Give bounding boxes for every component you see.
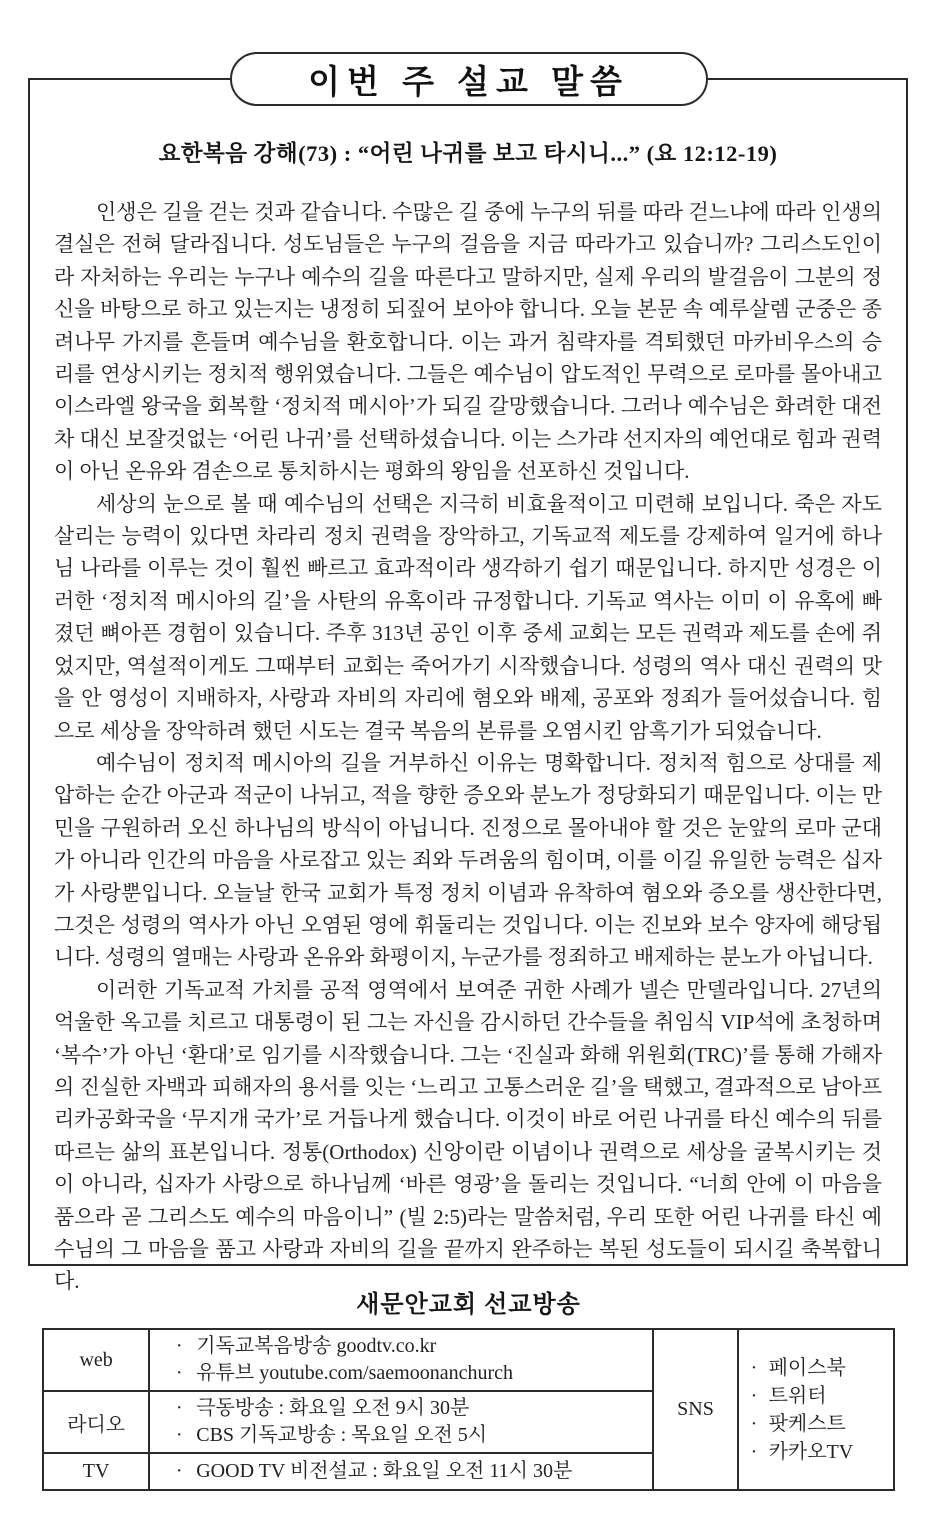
bullet-icon: ·	[175, 1424, 183, 1446]
broadcast-item-text: 유튜브 youtube.com/saemoonanchurch	[196, 1362, 514, 1384]
row-content-radio	[149, 1391, 653, 1453]
list-item	[162, 1458, 652, 1485]
sermon-paragraph: 세상의 눈으로 볼 때 예수님의 선택은 지극히 비효율적이고 미련해 보입니다. 죽은 자도 살리는 능력이 있다면 차라리 정치 권력을 장악하고, 기독교적 제도를 강제하여 일거에 하나님 나라를 이루는 것이 훨씬 빠르고 효과적이라 생각하기 쉽기 때문입니다. 하지만 성경은 이러한 ‘정치적 메시아의 길’을 사탄의 유혹이라 규정합니다. 기독교 역사는 이미 이 유혹에 빠졌던 뼈아픈 경험이 있습니다. 주후 313년 공인 이후 중세 교회는 모든 권력과 제도를 손에 쥐었지만, 역설적이게도 그때부터 교회는 죽어가기 시작했습니다. 성령의 역사 대신 권력의 맛을 안 영성이 지배하자, 사랑과 자비의 자리에 혐오와 배제, 공포와 정죄가 들어섰습니다. 힘으로 세상을 장악하려 했던 시도는 결국 복음의 본류를 오염시킨 암흑기가 되었습니다.	[54, 491, 882, 743]
broadcast-table	[42, 1328, 895, 1491]
bullet-icon: ·	[750, 1384, 758, 1407]
sermon-paragraph: 이러한 기독교적 가치를 공적 영역에서 보여준 귀한 사례가 넬슨 만델라입니다. 27년의 억울한 옥고를 치르고 대통령이 된 그는 자신을 감시하던 간수들을 취임식 VIP석에 초청하며 ‘복수’가 아닌 ‘환대’로 임기를 시작했습니다. 그는 ‘진실과 화해 위원회(TRC)’를 통해 가해자의 진실한 자백과 피해자의 용서를 잇는 ‘느리고 고통스러운 길’을 택했고, 결과적으로 남아프리카공화국을 ‘무지개 국가’로 거듭나게 했습니다. 이것이 바로 어린 나귀를 타신 예수의 뒤를 따르는 삶의 표본입니다. 정통(Orthodox) 신앙이란 이념이나 권력으로 세상을 굴복시키는 것이 아니라, 십자가 사랑으로 하나님께 ‘바른 영광’을 돌리는 것입니다. “너희 안에 이 마음을 품으라 곧 그리스도 예수의 마음이니” (빌 2:5)라는 말씀처럼, 우리 또한 어린 나귀를 타신 예수님의 그 마음을 품고 사랑과 자비의 길을 끝까지 완주하는 복된 성도들이 되시길 축복합니다.	[54, 977, 882, 1294]
broadcast-item-text: 기독교복음방송 goodtv.co.kr	[196, 1335, 437, 1357]
list-item	[162, 1360, 652, 1387]
row-content-tv	[149, 1453, 653, 1490]
list-item	[749, 1382, 893, 1410]
sermon-box	[28, 78, 908, 1294]
row-label-tv: TV	[43, 1453, 149, 1490]
row-label-radio: 라디오	[43, 1391, 149, 1453]
bullet-icon: ·	[750, 1412, 758, 1435]
list-item	[749, 1354, 893, 1382]
sns-item-text: 카카오TV	[768, 1440, 854, 1463]
sns-list	[738, 1329, 894, 1490]
bullet-icon: ·	[750, 1356, 758, 1379]
sns-item-text: 팟케스트	[768, 1412, 846, 1435]
sermon-paragraph: 예수님이 정치적 메시아의 길을 거부하신 이유는 명확합니다. 정치적 힘으로 상대를 제압하는 순간 아군과 적군이 나뉘고, 적을 향한 증오와 분노가 정당화되기 때문입니다. 이는 만민을 구원하러 오신 하나님의 방식이 아닙니다. 진정으로 몰아내야 할 것은 눈앞의 로마 군대가 아니라 인간의 마음을 사로잡고 있는 죄와 두려움의 힘이며, 이를 이길 유일한 능력은 십자가 사랑뿐입니다. 오늘날 한국 교회가 특정 정치 이념과 유착하여 혐오와 증오를 생산한다면, 그것은 성령의 역사가 아닌 오염된 영에 휘둘리는 것입니다. 이는 진보와 보수 양자에 해당됩니다. 성령의 열매는 사랑과 온유와 화평이지, 누군가를 정죄하고 배제하는 분노가 아닙니다.	[54, 750, 882, 970]
list-item	[749, 1438, 893, 1466]
bullet-icon: ·	[175, 1397, 183, 1419]
sermon-body	[54, 196, 882, 1298]
sns-label: SNS	[653, 1329, 737, 1490]
sns-item-text: 페이스북	[768, 1356, 846, 1379]
list-item	[162, 1395, 652, 1422]
list-item	[749, 1410, 893, 1438]
broadcast-section	[0, 1284, 937, 1491]
bullet-icon: ·	[175, 1335, 183, 1357]
broadcast-item-text: 극동방송 : 화요일 오전 9시 30분	[196, 1397, 470, 1419]
row-content-web	[149, 1329, 653, 1391]
bullet-icon: ·	[750, 1440, 758, 1463]
sermon-title: 요한복음 강해(73) : “어린 나귀를 보고 타시니...” (요 12:12-19)	[158, 141, 778, 166]
broadcast-section-title: 새문안교회 선교방송	[356, 1292, 581, 1318]
broadcast-item-text: CBS 기독교방송 : 목요일 오전 5시	[196, 1424, 488, 1446]
banner-title: 이번 주 설교 말씀	[230, 52, 708, 106]
row-label-web: web	[43, 1329, 149, 1391]
sermon-paragraph: 인생은 길을 걷는 것과 같습니다. 수많은 길 중에 누구의 뒤를 따라 걷느냐에 따라 인생의 결실은 전혀 달라집니다. 성도님들은 누구의 걸음을 지금 따라가고 있습니까? 그리스도인이라 자처하는 우리는 누구나 예수의 길을 따른다고 말하지만, 실제 우리의 발걸음이 그분의 정신을 바탕으로 하고 있는지는 냉정히 되짚어 보아야 합니다. 오늘 본문 속 예루살렘 군중은 종려나무 가지를 흔들며 예수님을 환호합니다. 이는 과거 침략자를 격퇴했던 마카비우스의 승리를 연상시키는 정치적 행위였습니다. 그들은 예수님이 압도적인 무력으로 로마를 몰아내고 이스라엘 왕국을 회복할 ‘정치적 메시아’가 되길 갈망했습니다. 그러나 예수님은 화려한 대전차 대신 보잘것없는 ‘어린 나귀’를 선택하셨습니다. 이는 스가랴 선지자의 예언대로 힘과 권력이 아닌 온유와 겸손으로 통치하시는 평화의 왕임을 선포하신 것입니다.	[54, 200, 882, 484]
broadcast-item-text: GOOD TV 비전설교 : 화요일 오전 11시 30분	[196, 1460, 573, 1482]
bullet-icon: ·	[175, 1460, 183, 1482]
table-row-web	[43, 1329, 894, 1391]
bullet-icon: ·	[175, 1362, 183, 1384]
sns-item-text: 트위터	[768, 1384, 827, 1407]
list-item	[162, 1422, 652, 1449]
list-item	[162, 1333, 652, 1360]
